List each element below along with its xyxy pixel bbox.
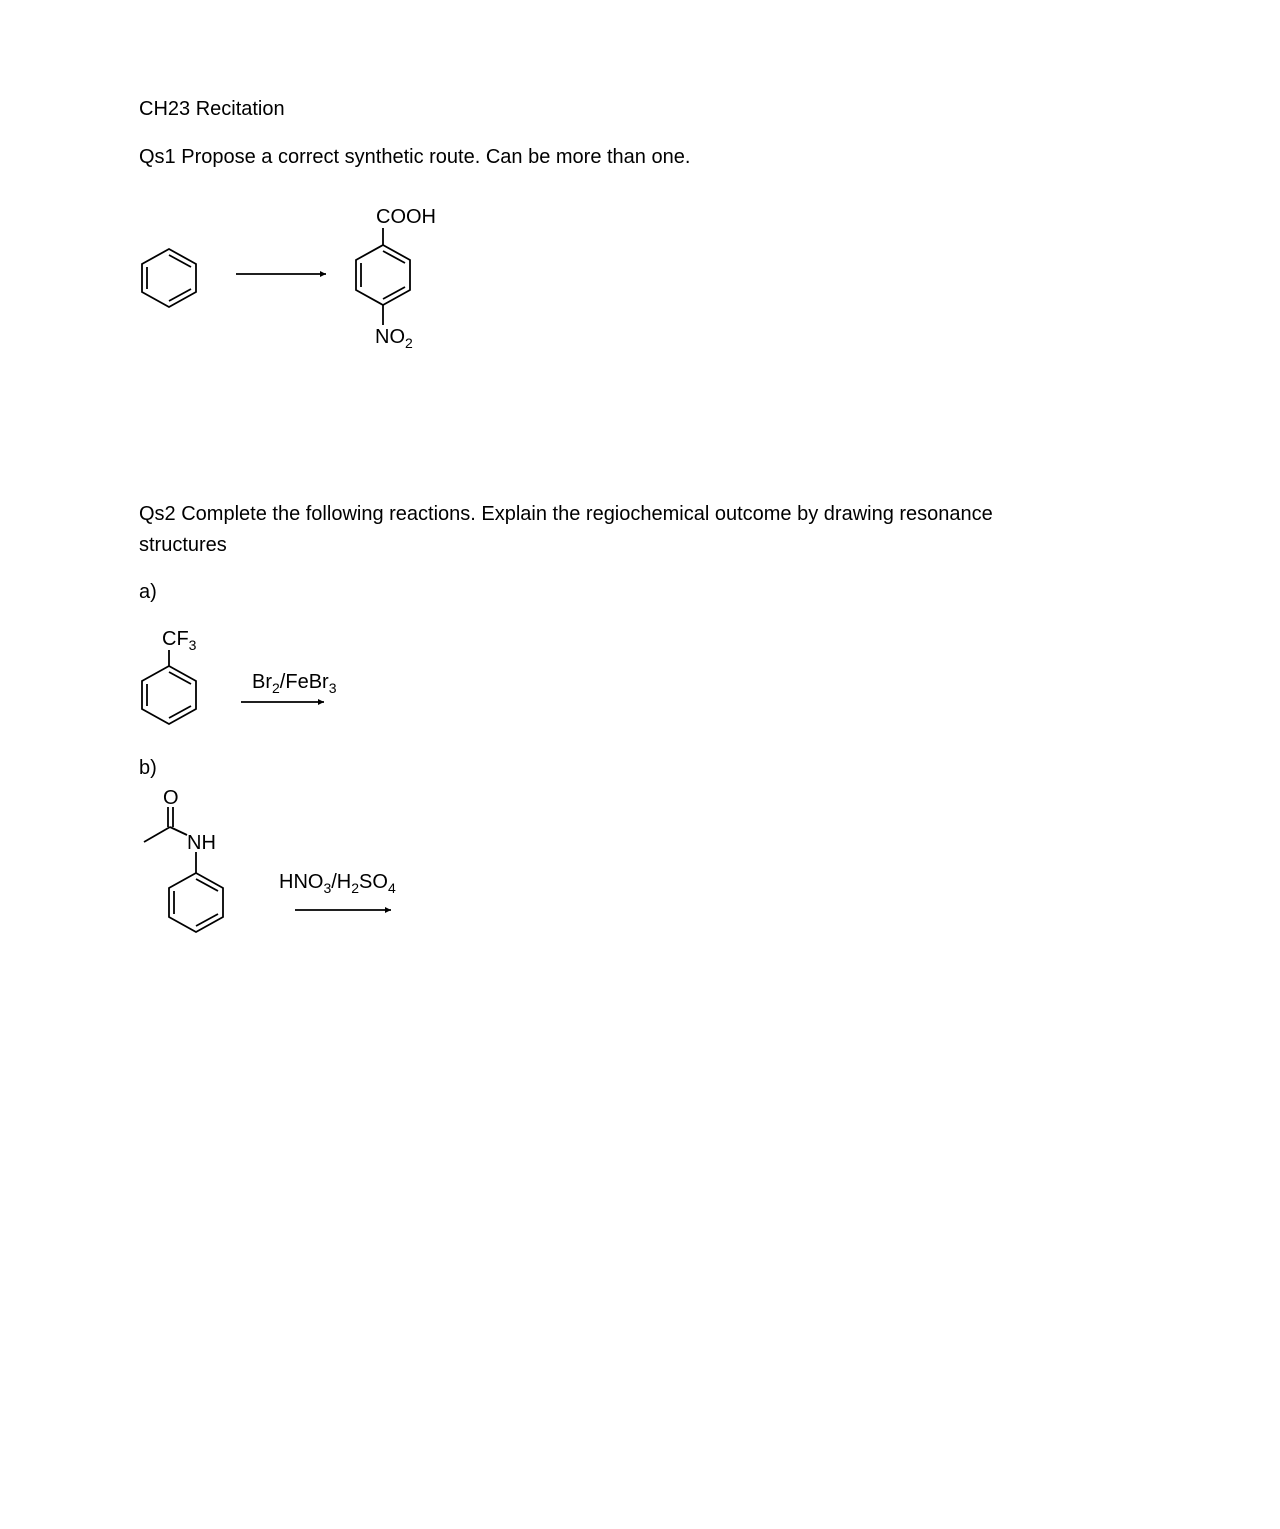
carbonyl-oxygen: O [163, 787, 179, 809]
nitro-subscript: 2 [405, 335, 413, 351]
trifluoromethylbenzene [142, 650, 196, 724]
part-b-label: b) [139, 757, 157, 779]
nitro-group [375, 326, 413, 351]
question-1-text: Qs1 Propose a correct synthetic route. Can be more than one. [139, 146, 691, 168]
reagent-a-br: Br [252, 671, 272, 693]
reagent-b-so: SO [359, 871, 388, 893]
question-2-line-2: structures [139, 534, 227, 556]
amide-nh: NH [187, 832, 216, 854]
benzene-starting-material [142, 249, 196, 307]
reagent-b-sub-1: 3 [323, 880, 332, 896]
document-title: CH23 Recitation [139, 98, 285, 120]
reagent-b-h: /H [331, 871, 352, 893]
reagent-a-sub-2: 3 [328, 680, 337, 696]
reagent-b-sub-3: 4 [387, 880, 396, 896]
reagent-a [252, 671, 337, 696]
reagent-b [279, 871, 396, 896]
acetanilide [144, 807, 223, 932]
product-nitrobenzoic-acid [356, 228, 410, 325]
cooh-group: COOH [376, 206, 436, 228]
reagent-b-sub-2: 2 [351, 880, 360, 896]
nitro-no: NO [375, 326, 405, 348]
part-a-label: a) [139, 581, 157, 603]
cf3-cf: CF [162, 628, 189, 650]
reagent-b-hno: HNO [279, 871, 324, 893]
reagent-a-febr: /FeBr [279, 671, 329, 693]
cf3-group [162, 628, 197, 653]
question-2-line-1: Qs2 Complete the following reactions. Explain the regiochemical outcome by drawing resonance [139, 503, 993, 525]
reagent-a-sub-1: 2 [272, 680, 280, 696]
cf3-subscript: 3 [188, 637, 197, 653]
